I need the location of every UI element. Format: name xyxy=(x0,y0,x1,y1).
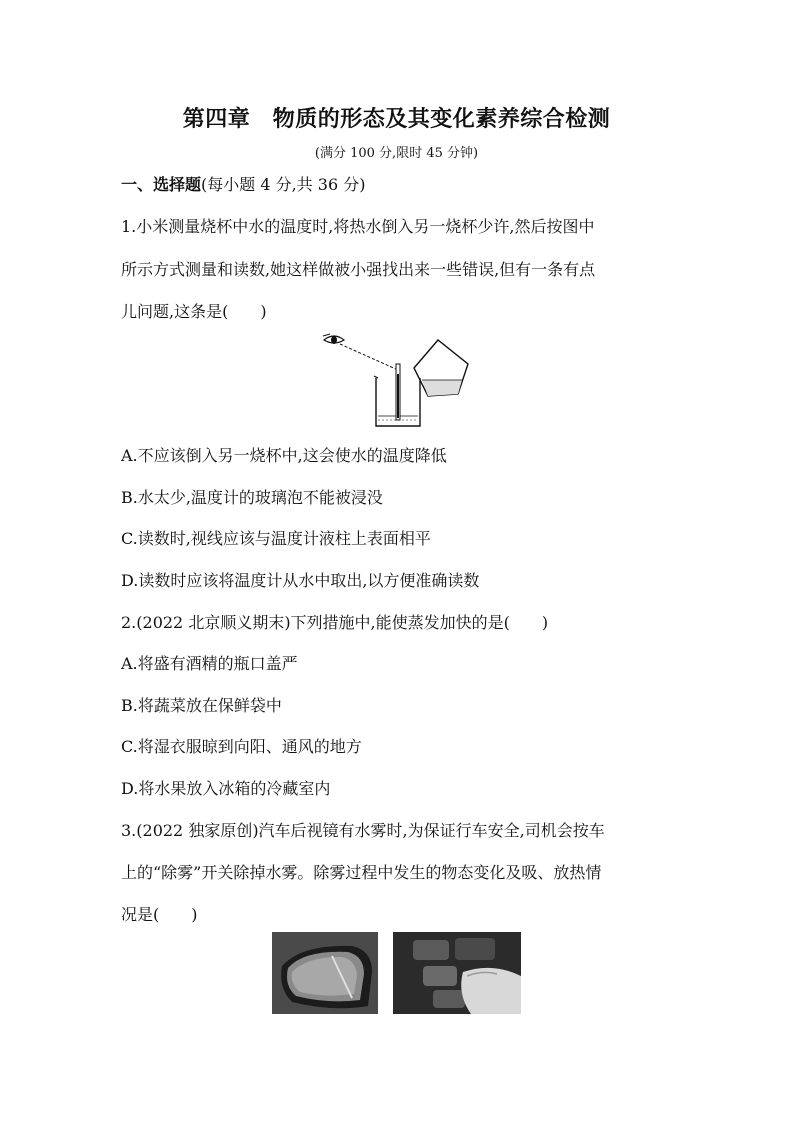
section-label: 一、选择题 xyxy=(121,175,202,194)
q3-stem-line-3: 况是( ) xyxy=(121,905,198,924)
q2-option-d: D.将水果放入冰箱的冷藏室内 xyxy=(121,779,331,798)
section-heading xyxy=(121,172,365,195)
eye-icon xyxy=(323,334,344,344)
defog-button-photo xyxy=(393,932,521,1014)
q1-stem-line-2: 所示方式测量和读数,她这样做被小强找出来一些错误,但有一条有点 xyxy=(121,260,596,279)
foggy-mirror-photo xyxy=(272,932,378,1014)
q1-option-d: D.读数时应该将温度计从水中取出,以方便准确读数 xyxy=(121,571,480,590)
q3-stem-line-2: 上的“除雾”开关除掉水雾。除雾过程中发生的物态变化及吸、放热情 xyxy=(121,863,602,882)
page-subtitle: (满分 100 分,限时 45 分钟) xyxy=(314,146,479,161)
q1-option-a: A.不应该倒入另一烧杯中,这会使水的温度降低 xyxy=(121,446,447,465)
q2-option-b: B.将蔬菜放在保鲜袋中 xyxy=(121,696,282,715)
page-title: 第四章 物质的形态及其变化素养综合检测 xyxy=(182,107,611,132)
sight-line xyxy=(340,344,398,370)
q1-stem-line-3: 儿问题,这条是( ) xyxy=(121,302,267,321)
thermometer-beaker-figure xyxy=(318,330,478,430)
q3-stem-line-1: 3.(2022 独家原创)汽车后视镜有水雾时,为保证行车安全,司机会按车 xyxy=(121,821,605,840)
q2-option-a: A.将盛有酒精的瓶口盖严 xyxy=(121,654,298,673)
q2-stem: 2.(2022 北京顺义期末)下列措施中,能使蒸发加快的是( ) xyxy=(121,613,549,632)
pouring-beaker-icon xyxy=(414,340,468,396)
q1-option-c: C.读数时,视线应该与温度计液柱上表面相平 xyxy=(121,529,431,548)
section-note: (每小题 4 分,共 36 分) xyxy=(201,175,366,194)
q1-stem-line-1: 1.小米测量烧杯中水的温度时,将热水倒入另一烧杯少许,然后按图中 xyxy=(121,217,595,236)
thermometer-icon xyxy=(396,364,400,420)
q1-option-b: B.水太少,温度计的玻璃泡不能被浸没 xyxy=(121,488,383,507)
q2-option-c: C.将湿衣服晾到向阳、通风的地方 xyxy=(121,737,362,756)
